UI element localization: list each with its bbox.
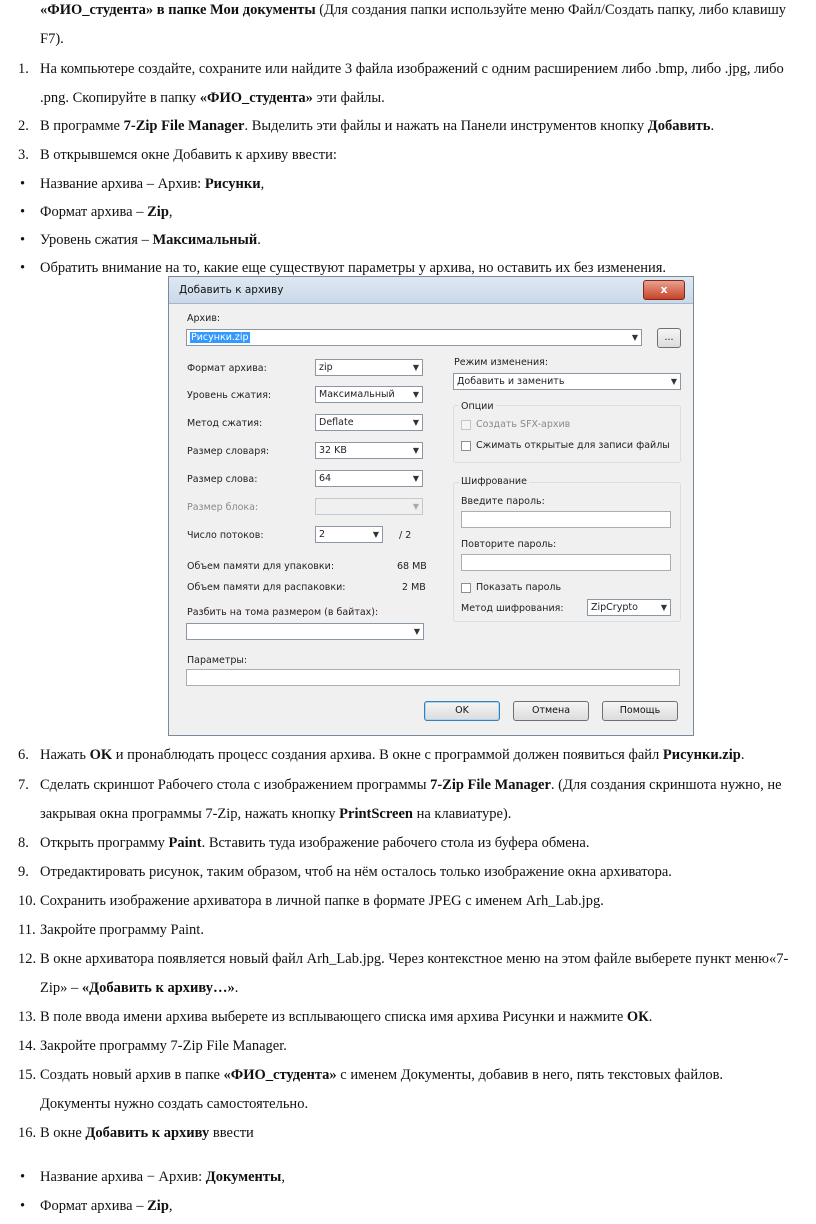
chevron-down-icon: ▼ bbox=[660, 603, 667, 612]
bullet-mark: • bbox=[20, 260, 26, 276]
enc-method-label: Метод шифрования: bbox=[461, 603, 564, 614]
enc-method-value: ZipCrypto bbox=[591, 602, 638, 613]
intro-rest: (Для создания папки используйте меню Файл/Создать папку, либо клавишу bbox=[315, 2, 786, 18]
step-text: Отредактировать рисунок, таким образом, чтоб на нём осталось только изображение окна архиватора. bbox=[40, 864, 672, 880]
step-cont-tail: эти файлы. bbox=[312, 90, 385, 106]
method-value: Deflate bbox=[319, 417, 354, 428]
password-input[interactable] bbox=[461, 511, 671, 528]
bullet-mark: • bbox=[20, 204, 26, 220]
text-part: Нажать bbox=[40, 747, 90, 763]
text-part: . bbox=[257, 232, 261, 248]
step-number: 9. bbox=[18, 864, 29, 880]
text-part: В программе bbox=[40, 118, 124, 134]
bullet-text bbox=[40, 1168, 285, 1186]
format-combo[interactable] bbox=[315, 359, 423, 376]
chevron-down-icon: ▼ bbox=[412, 363, 419, 372]
bullet-text bbox=[40, 1197, 173, 1215]
text-part: , bbox=[281, 1169, 285, 1185]
bold-part: Paint bbox=[168, 835, 202, 851]
mem-pack-value: 68 MB bbox=[397, 561, 427, 572]
step-number: 3. bbox=[18, 147, 29, 163]
intro-bold: «ФИО_студента» в папке Мои документы bbox=[40, 2, 316, 18]
mem-unpack-value: 2 MB bbox=[402, 582, 426, 593]
bold-part: Рисунки bbox=[204, 176, 261, 192]
bold-part: ОК bbox=[626, 1009, 649, 1025]
step-cont-plain: .png. Скопируйте в папку bbox=[40, 90, 200, 106]
bold-part: Рисунки.zip bbox=[662, 747, 741, 763]
text-part: . (Для создания скриншота нужно, не bbox=[550, 777, 782, 793]
bold-part: OK bbox=[89, 747, 113, 763]
text-part: Создать новый архив в папке bbox=[40, 1067, 224, 1083]
bullet-text bbox=[40, 175, 264, 193]
chevron-down-icon: ▼ bbox=[412, 446, 419, 455]
text-part: Формат архива – bbox=[40, 1198, 148, 1214]
bullet-text: Обратить внимание на то, какие еще существуют параметры у архива, но оставить их без изменения. bbox=[40, 260, 667, 276]
mode-combo[interactable] bbox=[453, 373, 681, 390]
bullet-mark: • bbox=[20, 232, 26, 248]
archive-combo[interactable] bbox=[186, 329, 642, 346]
step-text: Закройте программу 7-Zip File Manager. bbox=[40, 1038, 287, 1054]
step-number: 16. bbox=[18, 1125, 37, 1141]
text-part: В окне bbox=[40, 1125, 86, 1141]
method-label: Метод сжатия: bbox=[187, 418, 263, 429]
bullet-text bbox=[40, 203, 173, 221]
block-combo bbox=[315, 498, 423, 515]
text-part: и пронаблюдать процесс создания архива. В окне с программой должен появиться файл bbox=[112, 747, 663, 763]
bullet-mark: • bbox=[20, 176, 26, 192]
step-text bbox=[40, 776, 782, 794]
bold-part: Документы bbox=[205, 1169, 282, 1185]
options-label: Опции bbox=[461, 401, 494, 412]
chevron-down-icon: ▼ bbox=[412, 390, 419, 399]
password-label: Введите пароль: bbox=[461, 496, 545, 507]
encryption-label: Шифрование bbox=[461, 476, 527, 487]
step-text bbox=[40, 1124, 254, 1142]
show-password-checkbox[interactable] bbox=[461, 583, 471, 593]
chevron-down-icon: ▼ bbox=[372, 530, 379, 539]
ok-button[interactable]: OK bbox=[424, 701, 500, 721]
text-part: на клавиатуре). bbox=[412, 806, 512, 822]
step-number: 1. bbox=[18, 61, 29, 77]
chevron-down-icon: ▼ bbox=[670, 377, 677, 386]
chevron-down-icon: ▼ bbox=[412, 418, 419, 427]
level-combo[interactable] bbox=[315, 386, 423, 403]
sfx-checkbox bbox=[461, 420, 471, 430]
mode-value: Добавить и заменить bbox=[457, 376, 565, 387]
bold-part: Zip bbox=[147, 204, 169, 220]
bullet-mark: • bbox=[20, 1198, 26, 1214]
format-value: zip bbox=[319, 362, 333, 373]
step-cont bbox=[40, 89, 385, 107]
chevron-down-icon: ▼ bbox=[412, 474, 419, 483]
archive-value: Рисунки.zip bbox=[191, 332, 249, 343]
split-combo[interactable] bbox=[186, 623, 424, 640]
threads-value: 2 bbox=[319, 529, 326, 540]
word-combo[interactable] bbox=[315, 470, 423, 487]
text-part: Название архива – Архив: bbox=[40, 176, 205, 192]
text-part: . Выделить эти файлы и нажать на Панели инструментов кнопку bbox=[244, 118, 648, 134]
step-cont: Документы нужно создать самостоятельно. bbox=[40, 1096, 309, 1112]
format-label: Формат архива: bbox=[187, 363, 267, 374]
text-part: В поле ввода имени архива выберете из всплывающего списка имя архива Рисунки и нажмите bbox=[40, 1009, 627, 1025]
step-number: 13. bbox=[18, 1009, 37, 1025]
text-part: . bbox=[234, 980, 239, 996]
dict-label: Размер словаря: bbox=[187, 446, 270, 457]
bold-part: Zip bbox=[147, 1198, 169, 1214]
text-part: , bbox=[260, 176, 265, 192]
bold-part: 7-Zip File Manager bbox=[123, 118, 245, 134]
bold-part: 7-Zip File Manager bbox=[430, 777, 551, 793]
chevron-down-icon: ▼ bbox=[413, 627, 420, 636]
text-part: закрывая окна программы 7-Zip, нажать кнопку bbox=[40, 806, 340, 822]
word-value: 64 bbox=[319, 473, 332, 484]
text-part: Формат архива – bbox=[40, 204, 148, 220]
step-text: В открывшемся окне Добавить к архиву ввести: bbox=[40, 147, 337, 163]
step-text: Закройте программу Paint. bbox=[40, 922, 204, 938]
close-button[interactable]: x bbox=[643, 280, 685, 300]
step-number: 14. bbox=[18, 1038, 37, 1054]
step-number: 8. bbox=[18, 835, 29, 851]
step-cont bbox=[40, 979, 238, 997]
threads-max: / 2 bbox=[399, 530, 412, 541]
step-text bbox=[40, 1066, 723, 1084]
enc-method-combo[interactable] bbox=[587, 599, 671, 616]
bold-part: PrintScreen bbox=[339, 806, 413, 822]
text-part: Уровень сжатия – bbox=[40, 232, 153, 248]
chevron-down-icon: ▼ bbox=[631, 333, 638, 342]
dict-combo[interactable] bbox=[315, 442, 423, 459]
level-label: Уровень сжатия: bbox=[187, 390, 272, 401]
step-number: 10. bbox=[18, 893, 37, 909]
word-label: Размер слова: bbox=[187, 474, 258, 485]
step-number: 2. bbox=[18, 118, 29, 134]
step-text bbox=[40, 1008, 652, 1026]
step-text: На компьютере создайте, сохраните или найдите 3 файла изображений с одним расширением либо .bmp, либо .jpg, либо bbox=[40, 61, 784, 77]
browse-button[interactable]: ... bbox=[657, 328, 681, 348]
method-combo[interactable] bbox=[315, 414, 423, 431]
step-number: 15. bbox=[18, 1067, 37, 1083]
step-number: 6. bbox=[18, 747, 29, 763]
options-group bbox=[453, 405, 681, 463]
shared-label: Сжимать открытые для записи файлы bbox=[476, 440, 670, 451]
threads-combo[interactable] bbox=[315, 526, 383, 543]
add-to-archive-dialog bbox=[168, 276, 694, 736]
threads-label: Число потоков: bbox=[187, 530, 264, 541]
step-text: Сохранить изображение архиватора в личной папке в формате JPEG с именем Arh_Lab.jpg. bbox=[40, 893, 604, 909]
bold-part: «ФИО_студента» bbox=[223, 1067, 337, 1083]
step-text bbox=[40, 117, 714, 135]
step-number: 12. bbox=[18, 951, 37, 967]
text-part: , bbox=[168, 204, 173, 220]
text-part: . Вставить туда изображение рабочего стола из буфера обмена. bbox=[201, 835, 590, 851]
step-number: 11. bbox=[18, 922, 36, 938]
archive-label: Архив: bbox=[187, 313, 221, 324]
level-value: Максимальный bbox=[319, 389, 395, 400]
dict-value: 32 KB bbox=[319, 445, 347, 456]
dialog-title: Добавить к архиву bbox=[179, 284, 284, 296]
bullet-text bbox=[40, 231, 261, 249]
cancel-button[interactable]: Отмена bbox=[513, 701, 589, 721]
help-button[interactable]: Помощь bbox=[602, 701, 678, 721]
text-part: . bbox=[740, 747, 745, 763]
step-cont-bold: «ФИО_студента» bbox=[199, 90, 313, 106]
step-text bbox=[40, 834, 590, 852]
sfx-label: Создать SFX-архив bbox=[476, 419, 571, 430]
text-part: Сделать скриншот Рабочего стола с изображением программы bbox=[40, 777, 431, 793]
dialog-titlebar bbox=[169, 277, 693, 304]
step-cont bbox=[40, 805, 511, 823]
text-part: Открыть программу bbox=[40, 835, 169, 851]
bold-part: «Добавить к архиву…» bbox=[81, 980, 235, 996]
params-input[interactable] bbox=[186, 669, 680, 686]
chevron-down-icon: ▼ bbox=[412, 502, 419, 511]
mode-label: Режим изменения: bbox=[454, 357, 549, 368]
show-password-label: Показать пароль bbox=[476, 582, 562, 593]
split-label: Разбить на тома размером (в байтах): bbox=[187, 607, 379, 618]
bold-part: Добавить к архиву bbox=[85, 1125, 210, 1141]
intro-cont: F7). bbox=[40, 31, 64, 47]
text-part: Название архива − Архив: bbox=[40, 1169, 206, 1185]
text-part: Zip» – bbox=[40, 980, 82, 996]
shared-checkbox[interactable] bbox=[461, 441, 471, 451]
intro-line bbox=[40, 1, 786, 19]
text-part: с именем Документы, добавив в него, пять текстовых файлов. bbox=[336, 1067, 724, 1083]
text-part: . bbox=[710, 118, 715, 134]
text-part: . bbox=[648, 1009, 653, 1025]
mem-pack-label: Объем памяти для упаковки: bbox=[187, 561, 335, 572]
bold-part: Максимальный bbox=[152, 232, 258, 248]
block-label: Размер блока: bbox=[187, 502, 259, 513]
bullet-mark: • bbox=[20, 1169, 26, 1185]
repeat-password-input[interactable] bbox=[461, 554, 671, 571]
params-label: Параметры: bbox=[187, 655, 248, 666]
step-text bbox=[40, 746, 744, 764]
bold-part: Добавить bbox=[647, 118, 711, 134]
text-part: , bbox=[168, 1198, 173, 1214]
mem-unpack-label: Объем памяти для распаковки: bbox=[187, 582, 346, 593]
text-part: ввести bbox=[209, 1125, 254, 1141]
step-text: В окне архиватора появляется новый файл Arh_Lab.jpg. Через контекстное меню на этом файле выберете пункт меню«7- bbox=[40, 951, 789, 967]
repeat-password-label: Повторите пароль: bbox=[461, 539, 557, 550]
step-number: 7. bbox=[18, 777, 29, 793]
